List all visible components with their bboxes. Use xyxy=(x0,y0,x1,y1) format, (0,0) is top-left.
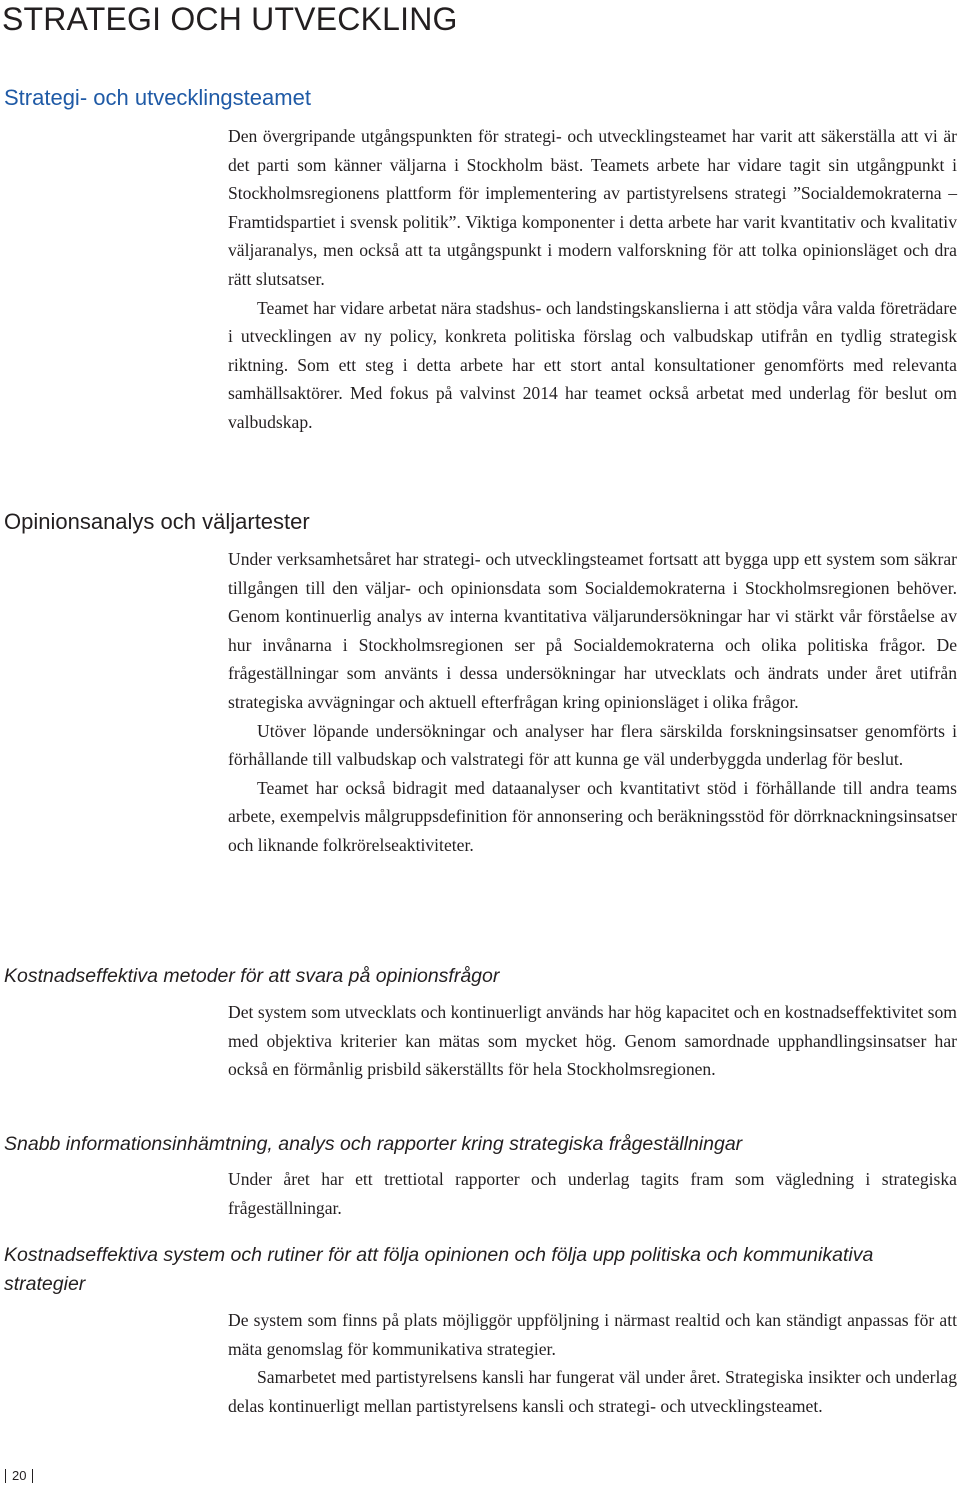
section-body-opinionsanalys xyxy=(228,545,957,860)
page-number-value: 20 xyxy=(12,1468,27,1483)
paragraph: Samarbetet med partistyrelsens kansli har fungerat väl under året. Strategiska insikter och underlag delas kontinuerligt mellan partistyrelsens kansli och strategi- och utvecklingsteamet. xyxy=(228,1367,957,1416)
subsection-heading-kostnadseffektiva-metoder: Kostnadseffektiva metoder för att svara på opinionsfrågor xyxy=(4,965,500,987)
subsection-heading-snabb-information: Snabb informationsinhämtning, analys och rapporter kring strategiska frågeställningar xyxy=(4,1133,743,1155)
section-body-strategi xyxy=(228,122,957,437)
subsection-heading-kostnadseffektiva-system: Kostnadseffektiva system och rutiner för att följa opinionen och följa upp politiska och kommunikativa strategier xyxy=(4,1244,874,1295)
section-heading-strategi: Strategi- och utvecklingsteamet xyxy=(4,85,311,110)
paragraph: De system som finns på plats möjliggör uppföljning i närmast realtid och kan ständigt anpassas för att mäta genomslag för kommunikativa strategier. xyxy=(228,1310,957,1359)
paragraph: Teamet har också bidragit med dataanalyser och kvantitativt stöd i förhållande till andra teams arbete, exempelvis målgruppsdefinition för annonsering och beräkningsstöd för dörrknackningsinsatser och liknande folkrörelseaktiviteter. xyxy=(228,777,957,855)
page-number-divider-right xyxy=(32,1469,33,1483)
paragraph: Under året har ett trettiotal rapporter och underlag tagits fram som vägledning i strategiska frågeställningar. xyxy=(228,1169,957,1218)
page-number-divider-left xyxy=(5,1469,6,1483)
paragraph: Teamet har vidare arbetat nära stadshus- och landstingskanslierna i att stödja våra valda företrädare i utvecklingen av ny policy, konkreta politiska förslag och valbudskap utifrån en tydlig strategisk riktning. Som ett steg i detta arbete har ett stort antal konsultationer genomförts med relevanta samhällsaktörer. Med fokus på valvinst 2014 har teamet också arbetat med underlag för beslut om valbudskap. xyxy=(228,297,957,432)
section-heading-opinionsanalys: Opinionsanalys och väljartester xyxy=(4,509,310,534)
paragraph: Utöver löpande undersökningar och analyser har flera särskilda forskningsinsatser genomförts i förhållande till valbudskap och valstrategi för att kunna ge väl underbyggda underlag för beslut. xyxy=(228,720,957,770)
paragraph: Under verksamhetsåret har strategi- och utvecklingsteamet fortsatt att bygga upp ett system som säkrar tillgången till den väljar- och opinionsdata som Socialdemokraterna i Stockholmsregionen behöver. Genom kontinuerlig analys av interna kvantitativa väljarundersökningar har vi stärkt vår förståelse av hur invånarna i Stockholmsregionen ser på Socialdemokraterna och olika politiska frågor. De frågeställningar som använts i dessa undersökningar har utvecklats och ändrats under året utifrån strategiska avvägningar och aktuell efterfrågan kring opinionsläget i olika frågor. xyxy=(228,549,957,712)
paragraph: Den övergripande utgångspunkten för strategi- och utvecklingsteamet har varit att säkerställa att vi är det parti som känner väljarna i Stockholm bäst. Teamets arbete har vidare tagit sin utgångpunkt i Stockholmsregionens plattform för implementering av partistyrelsens strategi ”Socialdemokraterna – Framtidspartiet i svensk politik”. Viktiga komponenter i detta arbete har varit kvantitativ och kvalitativ väljaranalys, men också att ta utgångspunkt i modern valforskning för att tolka opinionsläget och dra rätt slutsatser. xyxy=(228,126,957,289)
page-number xyxy=(5,1468,33,1484)
subsection-body-snabb-information xyxy=(228,1165,957,1222)
paragraph: Det system som utvecklats och kontinuerligt används har hög kapacitet och en kostnadseffektivitet som med objektiva kriterier kan mätas som mycket hög. Genom samordnade upphandlingsinsatser har också en förmånlig prisbild säkerställts för hela Stockholmsregionen. xyxy=(228,1002,957,1080)
subsection-body-kostnadseffektiva-system xyxy=(228,1306,957,1420)
subsection-body-kostnadseffektiva-metoder xyxy=(228,998,957,1084)
page-title: STRATEGI OCH UTVECKLING xyxy=(2,1,458,37)
